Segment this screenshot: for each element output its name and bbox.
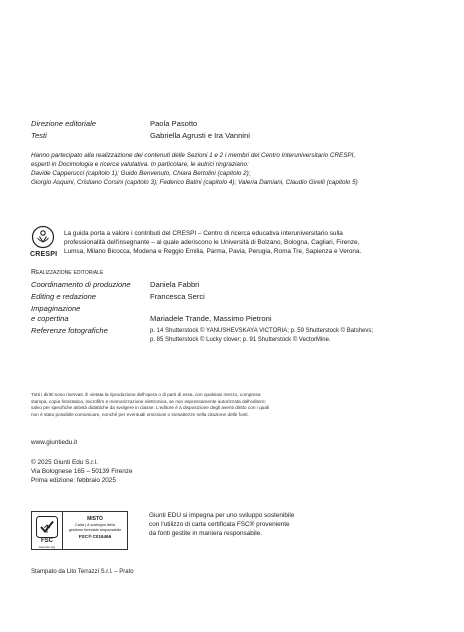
referenze-label: Referenze fotografiche xyxy=(31,326,108,335)
contributors-line: Giorgio Asquini, Cristiano Corsini (capitolo 3); Federico Batini (capitolo 4); Valeria Damiani, Claudio Girelli (capitolo 5) xyxy=(31,179,358,186)
contributors-line: Hanno partecipato alla realizzazione dei contenuti delle Sezioni 1 e 2 i membri del Centro Interuniversitario CRESPI, xyxy=(31,152,356,159)
fsc-code: FSC® C016466 xyxy=(78,534,112,539)
fsc-statement xyxy=(149,511,294,539)
testi-label: Testi xyxy=(31,131,47,140)
printer: Stampato da Lito Terrazzi S.r.l. – Prato xyxy=(31,569,134,575)
rights-notice xyxy=(31,392,269,418)
direzione-value: Paola Pasotto xyxy=(150,119,198,128)
fsc-divider xyxy=(62,512,63,549)
publisher-address: Via Bolognese 165 – 50139 Firenze xyxy=(31,468,133,475)
copertina-label: e copertina xyxy=(31,314,69,323)
website: www.giuntiedu.it xyxy=(31,439,78,446)
editing-label: Editing e redazione xyxy=(31,292,97,301)
fsc-statement-line: da fonti gestite in maniera responsabile. xyxy=(149,530,262,538)
coordinamento-value: Daniela Fabbri xyxy=(150,280,200,289)
referenze-value-line1: p. 14 Shutterstock © YANUSHEVSKAYA VICTORIA; p. 59 Shutterstock © Batshevs; xyxy=(150,328,374,334)
crespi-logo xyxy=(30,225,56,261)
fsc-carta-line1: Carta | A sostegno della xyxy=(74,523,116,527)
fsc-mix-block xyxy=(64,516,126,540)
copyright: © 2025 Giunti Edu S.r.l. xyxy=(31,459,98,466)
imprint-block xyxy=(31,458,133,485)
fsc-statement-line: con l'utilizzo di carta certificata FSC® proveniente xyxy=(149,521,290,529)
fsc-logo-text: FSC xyxy=(41,538,53,544)
crespi-logo-text: CRESPI xyxy=(30,251,58,258)
fsc-tree-check-icon xyxy=(36,516,58,538)
rights-line: Tutti i diritti sono riservati. È vietata la riproduzione dell'opera o di parti di essa, con qualsiasi mezzo, compresa xyxy=(31,392,261,397)
contributors-line: esperti in Docimologia e ricerca valutativa. In particolare, le autrici ringraziano: xyxy=(31,161,249,168)
editorial-heading: Realizzazione editoriale xyxy=(31,269,104,276)
edition: Prima edizione: febbraio 2025 xyxy=(31,477,116,484)
crespi-line: La guida porta a valore i contributi del CRESPI – Centro di ricerca educativa interuniversitario sulla xyxy=(64,230,343,237)
editing-value: Francesca Serci xyxy=(150,292,205,301)
rights-line: non è stato possibile comunicare, nonché per eventuali omissioni o inesattezze nella citazione delle fonti. xyxy=(31,411,249,417)
fsc-statement-line: Giunti EDU si impegna per uno sviluppo sostenibile xyxy=(149,512,295,519)
fsc-label xyxy=(31,511,128,550)
contributors-paragraph xyxy=(31,151,436,187)
crespi-line: Lumsa, Milano Bicocca, Modena e Reggio Emilia, Parma, Pavia, Perugia, Roma Tre, Sapienza e Verona. xyxy=(64,248,362,256)
referenze-value-line2: p. 85 Shutterstock © Lucky clover; p. 91 Shutterstock © VectorMine. xyxy=(150,337,331,343)
rights-line: salvo per specifiche attività didattiche da svolgere in classe. L'editore è a disposizione degli aventi diritto con i quali xyxy=(31,405,270,411)
contributors-line: Davide Capperucci (capitolo 1); Guido Benvenuto, Chiara Bertolini (capitolo 2); xyxy=(31,170,251,177)
impaginazione-label: Impaginazione xyxy=(31,304,81,313)
fsc-misto: MISTO xyxy=(87,516,103,522)
fsc-website: www.fsc.org xyxy=(38,545,56,549)
fsc-carta-line2: gestione forestale responsabile xyxy=(68,528,122,532)
rights-line: stampa, copia fotostatica, microfilm e memorizzazione elettronica, se non espressamente autorizzata dall'editore; xyxy=(31,398,266,404)
crespi-line: professionalità dell'insegnante – al quale aderiscono le Università di Bolzano, Bologna, Cagliari, Firenze, xyxy=(64,239,360,247)
crespi-paragraph xyxy=(64,229,444,257)
impaginazione-value: Mariadele Trande, Massimo Pietroni xyxy=(150,314,272,323)
coordinamento-label: Coordinamento di produzione xyxy=(31,280,131,289)
direzione-label: Direzione editoriale xyxy=(31,119,97,128)
testi-value: Gabriella Agrusti e Ira Vannini xyxy=(150,131,250,140)
